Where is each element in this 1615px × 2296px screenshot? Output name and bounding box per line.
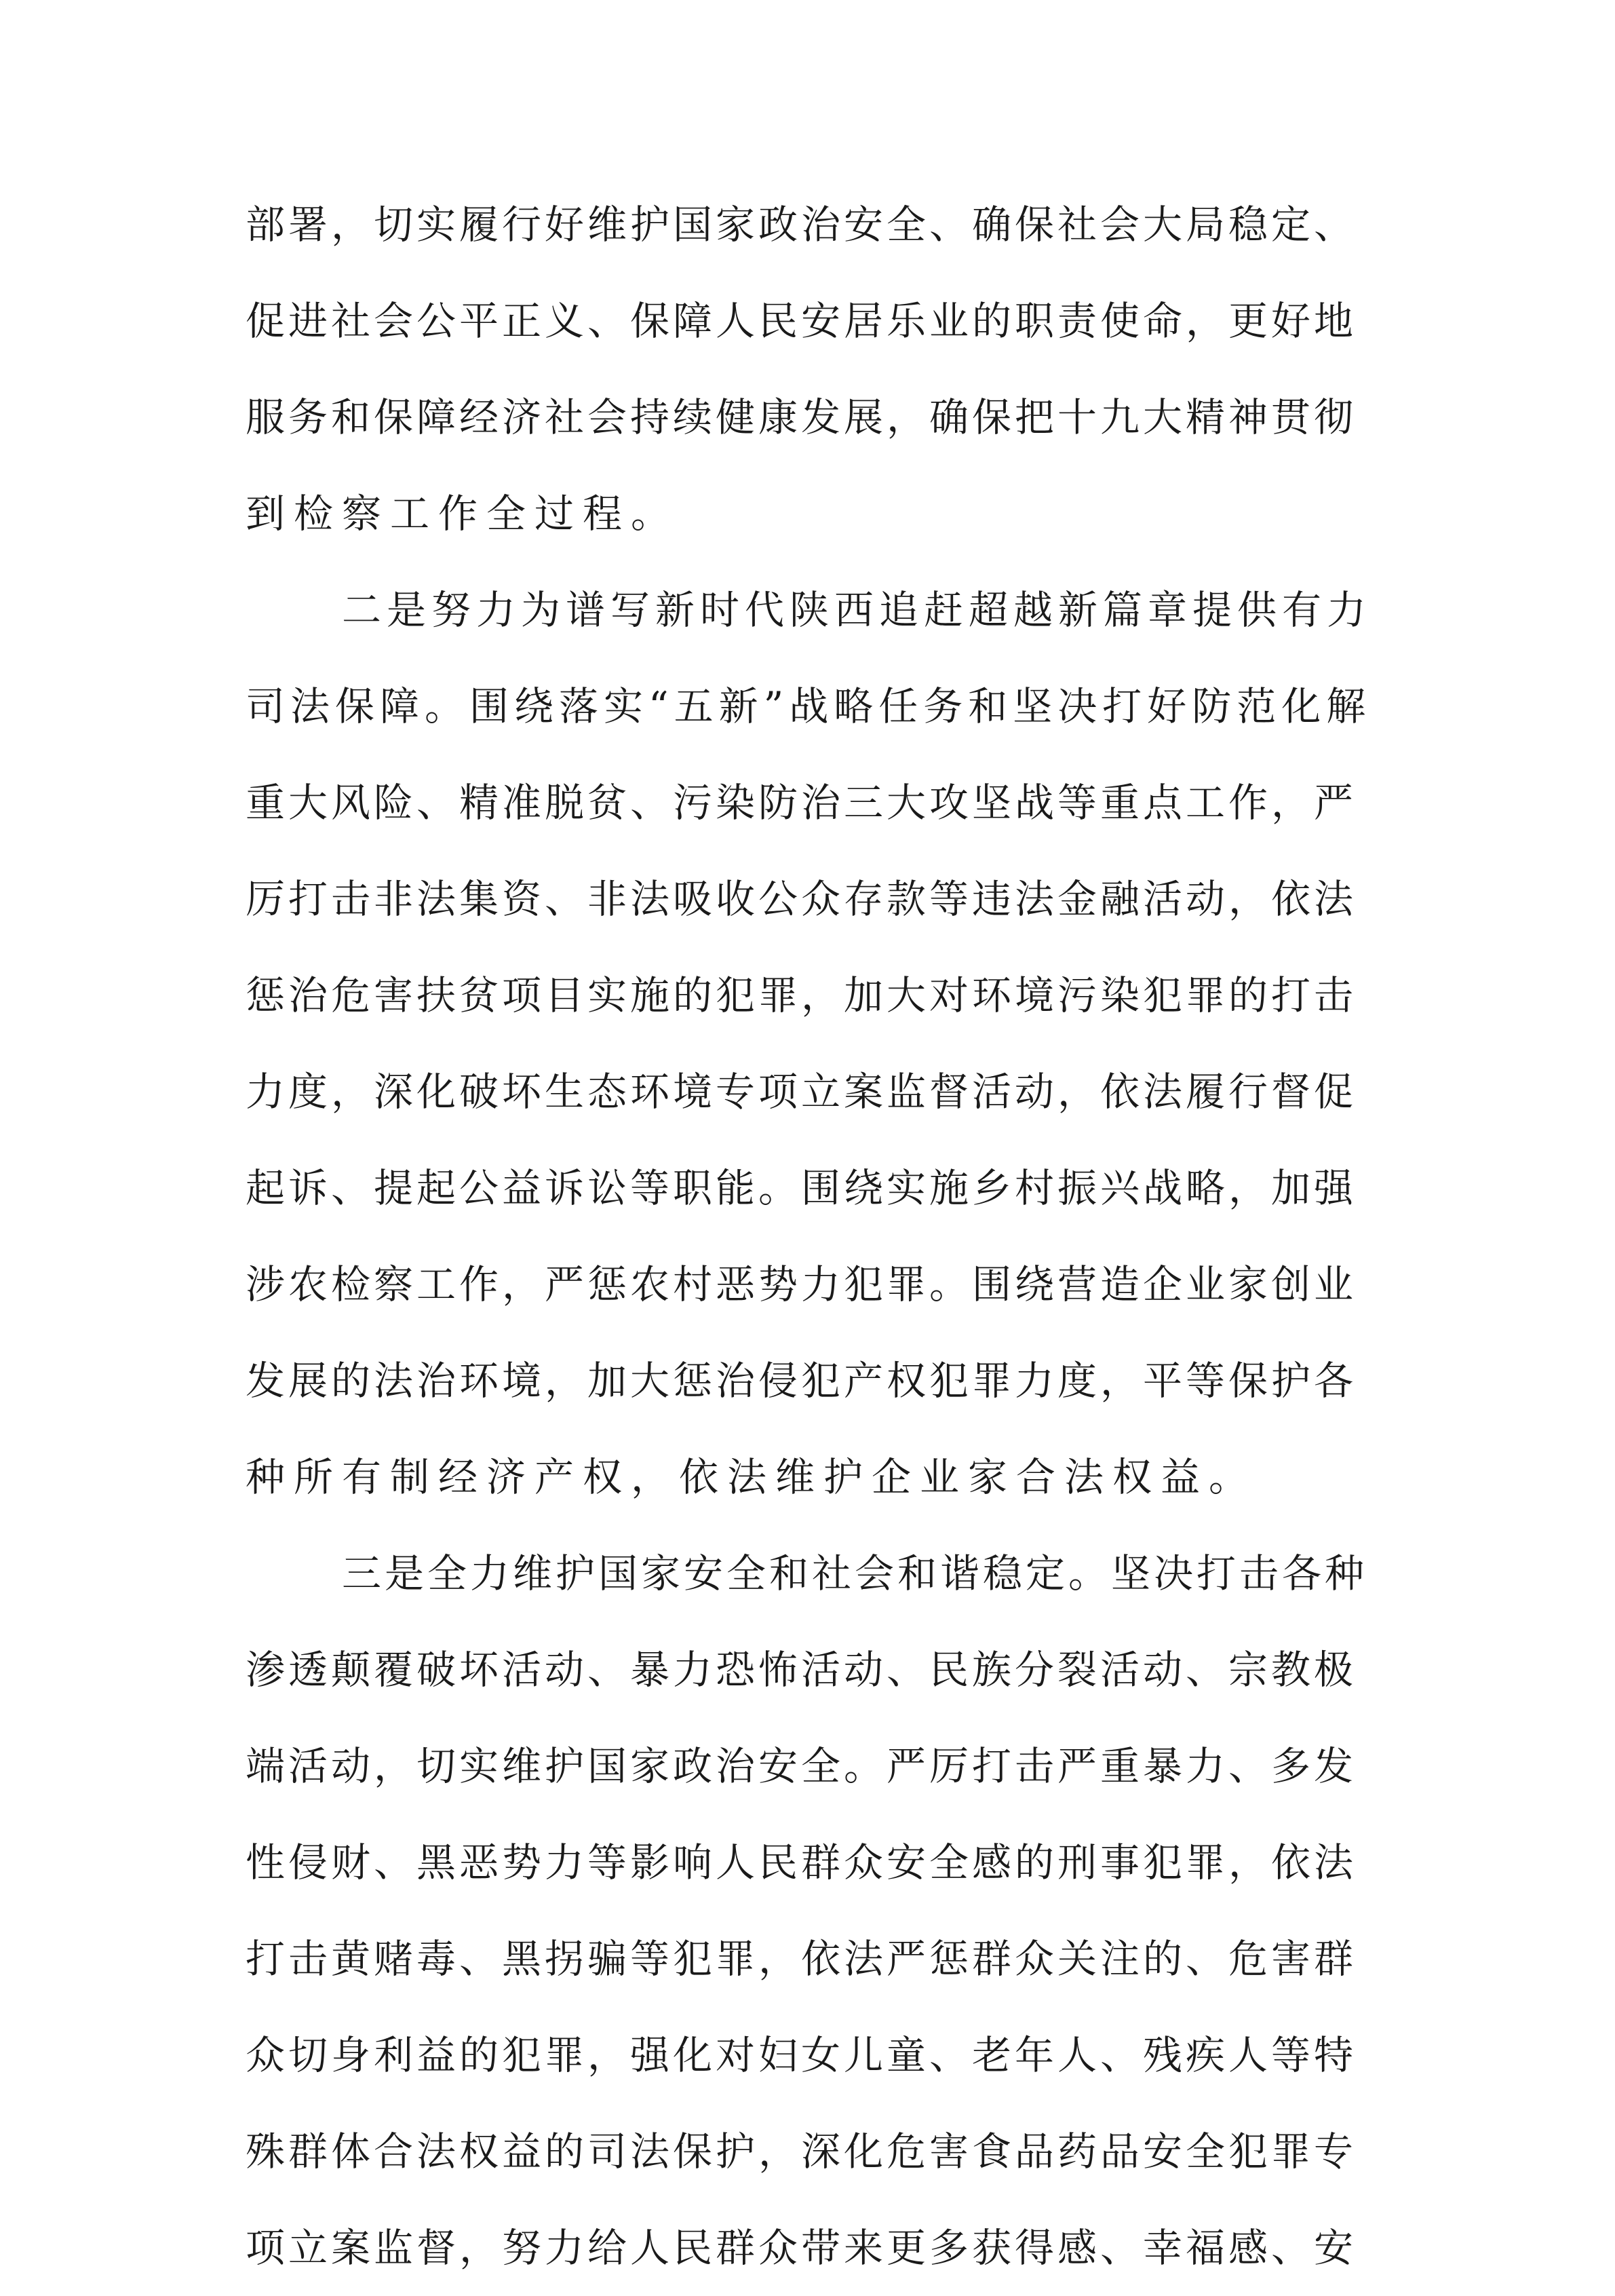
text-line: 打击黄赌毒、黑拐骗等犯罪，依法严惩群众关注的、危害群 — [246, 1936, 1357, 1982]
text-line: 司法保障。围绕落实“五新”战略任务和坚决打好防范化解 — [246, 683, 1371, 729]
text-line: 发展的法治环境，加大惩治侵犯产权犯罪力度，平等保护各 — [246, 1358, 1357, 1404]
text-line: 力度，深化破坏生态环境专项立案监督活动，依法履行督促 — [246, 1069, 1357, 1115]
text-line: 项立案监督，努力给人民群众带来更多获得感、幸福感、安 — [246, 2225, 1357, 2271]
text-line: 种所有制经济产权，依法维护企业家合法权益。 — [246, 1454, 1258, 1500]
text-line: 殊群体合法权益的司法保护，深化危害食品药品安全犯罪专 — [246, 2128, 1357, 2175]
text-line: 促进社会公平正义、保障人民安居乐业的职责使命，更好地 — [246, 298, 1357, 344]
document-body-text — [246, 176, 1371, 2296]
text-line: 端活动，切实维护国家政治安全。严厉打击严重暴力、多发 — [246, 1743, 1357, 1789]
text-line-paragraph-start: 三是全力维护国家安全和社会和谐稳定。坚决打击各种 — [342, 1550, 1368, 1596]
text-line: 厉打击非法集资、非法吸收公众存款等违法金融活动，依法 — [246, 876, 1357, 922]
text-line: 重大风险、精准脱贫、污染防治三大攻坚战等重点工作，严 — [246, 780, 1357, 826]
text-line: 起诉、提起公益诉讼等职能。围绕实施乡村振兴战略，加强 — [246, 1165, 1357, 1211]
text-line: 性侵财、黑恶势力等影响人民群众安全感的刑事犯罪，依法 — [246, 1839, 1357, 1886]
text-line: 服务和保障经济社会持续健康发展，确保把十九大精神贯彻 — [246, 394, 1357, 440]
text-line: 众切身利益的犯罪，强化对妇女儿童、老年人、残疾人等特 — [246, 2032, 1357, 2078]
text-line: 部署，切实履行好维护国家政治安全、确保社会大局稳定、 — [246, 202, 1357, 248]
text-line: 渗透颠覆破坏活动、暴力恐怖活动、民族分裂活动、宗教极 — [246, 1647, 1357, 1693]
text-line-paragraph-start: 二是努力为谱写新时代陕西追赶超越新篇章提供有力 — [342, 587, 1372, 633]
text-line: 到检察工作全过程。 — [246, 491, 680, 537]
text-line: 惩治危害扶贫项目实施的犯罪，加大对环境污染犯罪的打击 — [246, 972, 1357, 1018]
text-line: 涉农检察工作，严惩农村恶势力犯罪。围绕营造企业家创业 — [246, 1261, 1357, 1307]
